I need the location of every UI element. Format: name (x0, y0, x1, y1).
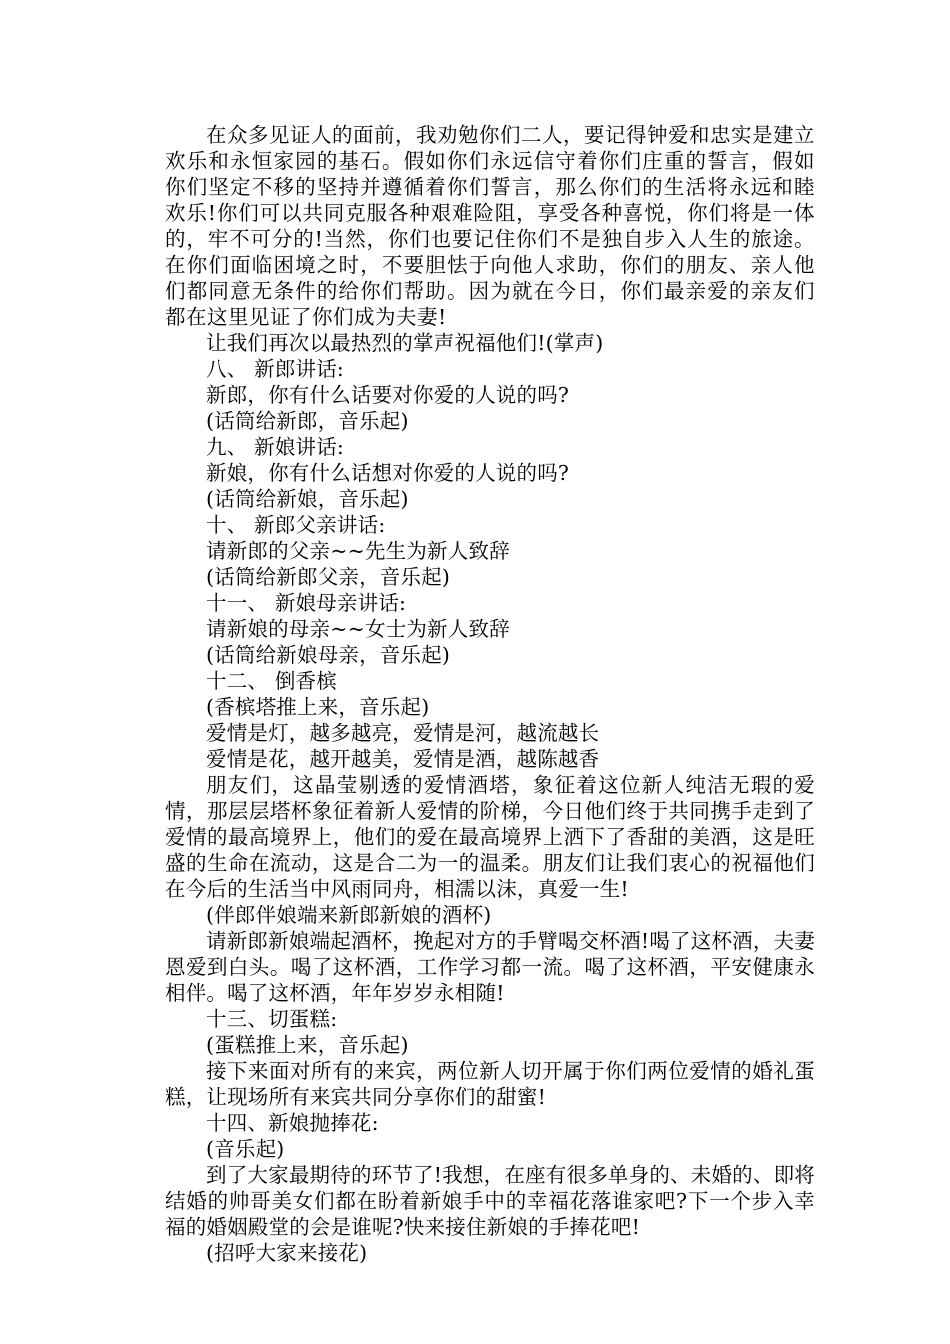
section-heading-champagne: 十二、 倒香槟 (206, 669, 337, 693)
section-heading-cake: 十三、切蛋糕: (206, 1007, 338, 1031)
section-heading-groom-speech: 八、 新郎讲话: (206, 357, 345, 381)
paragraph-cake-cutting: 接下来面对所有的来宾，两位新人切开属于你们两位爱情的婚礼蛋糕，让现场所有来宾共同分享你们的甜蜜! (165, 1059, 815, 1109)
paragraph-bride-stage-note: (话筒给新娘，音乐起) (206, 487, 409, 511)
paragraph-wine-cups-stage-note: (伴郎伴娘端来新郎新娘的酒杯) (206, 903, 492, 927)
section-heading-bouquet: 十四、新娘抛捧花: (206, 1111, 379, 1135)
paragraph-bouquet-closing-note: (招呼大家来接花) (206, 1241, 368, 1265)
paragraph-cake-stage-note: (蛋糕推上来，音乐起) (206, 1033, 409, 1057)
paragraph-cross-cup-toast: 请新郎新娘端起酒杯，挽起对方的手臂喝交杯酒!喝了这杯酒，夫妻恩爱到白头。喝了这杯酒，工作学习都一流。喝了这杯酒，平安健康永相伴。喝了这杯酒，年年岁岁永相随! (165, 929, 815, 1005)
section-heading-bride-speech: 九、 新娘讲话: (206, 435, 345, 459)
paragraph-bouquet-toss: 到了大家最期待的环节了!我想，在座有很多单身的、未婚的、即将结婚的帅哥美女们都在盼着新娘手中的幸福花落谁家吧?下一个步入幸福的婚姻殿堂的会是谁呢?快来接住新娘的手捧花吧! (165, 1163, 815, 1239)
paragraph-bride-mother-invite: 请新娘的母亲~~女士为新人致辞 (206, 617, 510, 641)
paragraph-love-verse-1: 爱情是灯，越多越亮，爱情是河，越流越长 (206, 721, 600, 745)
paragraph-groom-father-invite: 请新郎的父亲~~先生为新人致辞 (206, 539, 510, 563)
paragraph-groom-stage-note: (话筒给新郎，音乐起) (206, 409, 409, 433)
paragraph-bouquet-stage-note: (音乐起) (206, 1137, 285, 1161)
paragraph-bride-mother-stage-note: (话筒给新娘母亲，音乐起) (206, 643, 451, 667)
document-body (165, 122, 815, 1266)
paragraph-bride-question: 新娘，你有什么话想对你爱的人说的吗? (206, 461, 570, 485)
paragraph-champagne-tower: 朋友们，这晶莹剔透的爱情酒塔，象征着这位新人纯洁无瑕的爱情，那层层塔杯象征着新人爱情的阶梯，今日他们终于共同携手走到了爱情的最高境界上，他们的爱在最高境界上洒下了香甜的美酒，这是旺盛的生命在流动，这是合二为一的温柔。朋友们让我们衷心的祝福他们在今后的生活当中风雨同舟，相濡以沫，真爱一生! (165, 773, 815, 901)
paragraph-groom-father-stage-note: (话筒给新郎父亲，音乐起) (206, 565, 451, 589)
section-heading-groom-father: 十、 新郎父亲讲话: (206, 513, 386, 537)
paragraph-groom-question: 新郎，你有什么话要对你爱的人说的吗? (206, 383, 570, 407)
paragraph-champagne-stage-note: (香槟塔推上来，音乐起) (206, 695, 430, 719)
section-heading-bride-mother: 十一、 新娘母亲讲话: (206, 591, 407, 615)
paragraph-applause: 让我们再次以最热烈的掌声祝福他们!(掌声) (206, 331, 604, 355)
paragraph-love-verse-2: 爱情是花，越开越美，爱情是酒，越陈越香 (206, 747, 600, 771)
paragraph-witness-blessing: 在众多见证人的面前，我劝勉你们二人，要记得钟爱和忠实是建立欢乐和永恒家园的基石。假如你们永远信守着你们庄重的誓言，假如你们坚定不移的坚持并遵循着你们誓言，那么你们的生活将永远和睦欢乐!你们可以共同克服各种艰难险阻，享受各种喜悦，你们将是一体的，牢不可分的!当然，你们也要记住你们不是独自步入人生的旅途。在你们面临困境之时，不要胆怯于向他人求助，你们的朋友、亲人他们都同意无条件的给你们帮助。因为就在今日，你们最亲爱的亲友们都在这里见证了你们成为夫妻! (165, 123, 815, 329)
